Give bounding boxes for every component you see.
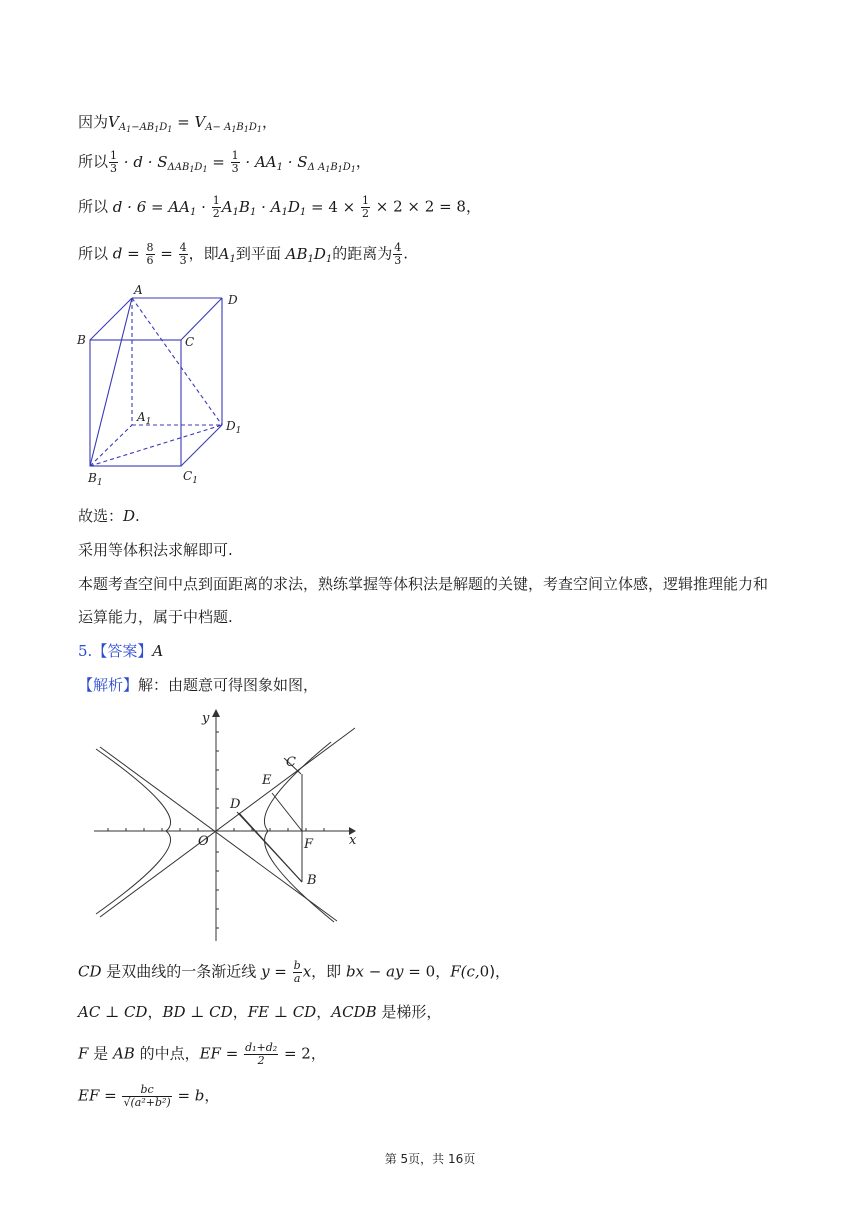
math-v: V: [194, 113, 206, 131]
text: 所以: [78, 244, 113, 263]
eq: =: [172, 113, 195, 131]
label-x: x: [349, 833, 357, 848]
cube-figure: [74, 280, 254, 490]
y-axis-arrow: [212, 709, 220, 717]
hyperbola-figure: [94, 704, 366, 944]
cube-front-face: [90, 340, 181, 466]
subsub: 1: [231, 125, 237, 134]
edge-cd: [181, 298, 222, 340]
label-e: E: [262, 773, 272, 788]
punct: ，: [262, 113, 278, 131]
label-y: y: [202, 711, 210, 726]
line-ef: EF = $\frac{bc}{\text{√(a²+b²)}}$ = b，: [78, 1083, 220, 1109]
subsub: 1: [256, 125, 262, 134]
line-result: 所以 d = $\frac{8}{6}$ = $\frac{4}{3}$ ，即$A_1$到平面 $AB_1D_1$的距离为 $\frac{4}{3}$ .: [78, 241, 409, 267]
fraction: $\frac{bc}{\text{√(a²+b²)}}$: [123, 1083, 171, 1109]
label-c: C: [286, 755, 296, 770]
line-comment-1: 本题考查空间中点到面距离的求法，熟练掌握等体积法是解题的关键，考查空间立体感，逻辑推理能力和: [78, 575, 769, 593]
line-volume-equality: [78, 112, 277, 140]
fraction: $\frac{4}{3}$: [394, 241, 402, 267]
fraction: $\frac{b}{a}$: [293, 959, 301, 985]
fraction: $\frac{4}{3}$: [179, 241, 187, 267]
sub: −AB: [131, 122, 155, 133]
sub: D: [248, 122, 257, 133]
line-comment-2: 运算能力，属于中档题.: [78, 608, 233, 626]
line-choice: 故选：D.: [78, 507, 140, 525]
edge-ad1: [132, 298, 222, 425]
label-c: C: [185, 335, 195, 349]
sub: A− A: [205, 122, 232, 133]
math: · d · S: [119, 152, 168, 171]
subsub: 1: [154, 125, 160, 134]
line-midpoint: F 是 AB 的中点，EF = $\frac{\text{d₁+d₂}}{2}$ = 2，: [78, 1041, 326, 1067]
answer-heading-5: [78, 641, 163, 661]
fraction: $\frac{1}{3}$: [231, 149, 239, 175]
label-b1: $B_1$: [88, 471, 103, 488]
label-c1: $C_1$: [183, 469, 198, 486]
text: 所以: [78, 197, 113, 216]
label-o: O: [198, 834, 209, 849]
analysis-tag: 【解析】: [78, 676, 139, 694]
analysis-heading: [78, 675, 318, 695]
label-b: B: [307, 873, 317, 888]
page-footer: 第 5页，共 16页: [384, 1152, 476, 1166]
text: 因为: [78, 113, 109, 131]
label-a: A: [134, 283, 143, 297]
answer-value: A: [152, 642, 164, 660]
line-volume-formula: 所以 $\frac{1}{3}$ · $d \cdot S_{\Delta AB_1D_1}$ = $\frac{1}{3}$ · $AA_1 \cdot S_{\Delta A_1B_1D_1}$，: [78, 149, 371, 175]
label-b: B: [77, 333, 86, 347]
subsub: 1: [167, 125, 173, 134]
asymptote-negative: [100, 747, 337, 921]
answer-tag: 【答案】: [92, 642, 153, 660]
analysis-text: 解：由题意可得图象如图，: [138, 676, 319, 694]
label-d: D: [230, 797, 241, 812]
sub: A: [118, 122, 127, 133]
segment-fe: [272, 793, 302, 831]
text: 所以: [78, 152, 109, 171]
fraction: $\frac{\text{d₁+d₂}}{2}$: [245, 1041, 278, 1067]
label-d: D: [228, 293, 238, 307]
label-f: F: [304, 837, 314, 852]
label-d1: $D_1$: [226, 419, 242, 436]
math-v: V: [108, 113, 119, 131]
edge-ab1: [90, 298, 132, 466]
subsub: 1: [126, 125, 132, 134]
fraction: $\frac{1}{3}$: [110, 149, 118, 175]
edge-ba: [90, 298, 132, 340]
question-number: 5.: [78, 642, 93, 660]
line-computation: 所以 $d \cdot 6 = AA_1$ · $\frac{1}{2}$ $A_1B_1 \cdot A_1D_1 = 4$ × $\frac{1}{2}$ × 2 × 2 = 8，: [78, 194, 481, 220]
sub: D: [159, 122, 168, 133]
line-method: 采用等体积法求解即可.: [78, 541, 233, 559]
fraction: $\frac{8}{6}$: [146, 241, 154, 267]
sub: B: [236, 122, 244, 133]
line-asymptote: CD 是双曲线的一条渐近线 y = $\frac{b}{a}$ x，即 bx − ay = 0，F(c,0)，: [78, 959, 511, 985]
label-a1: $A_1$: [137, 410, 152, 427]
fraction: $\frac{1}{2}$: [362, 194, 370, 220]
fraction: $\frac{1}{2}$: [212, 194, 220, 220]
asymptote-positive: [100, 728, 355, 917]
edge-c1d1: [181, 425, 222, 466]
subsub: 1: [243, 125, 249, 134]
line-perpendiculars: AC ⊥ CD，BD ⊥ CD，FE ⊥ CD，ACDB 是梯形，: [78, 1003, 442, 1021]
